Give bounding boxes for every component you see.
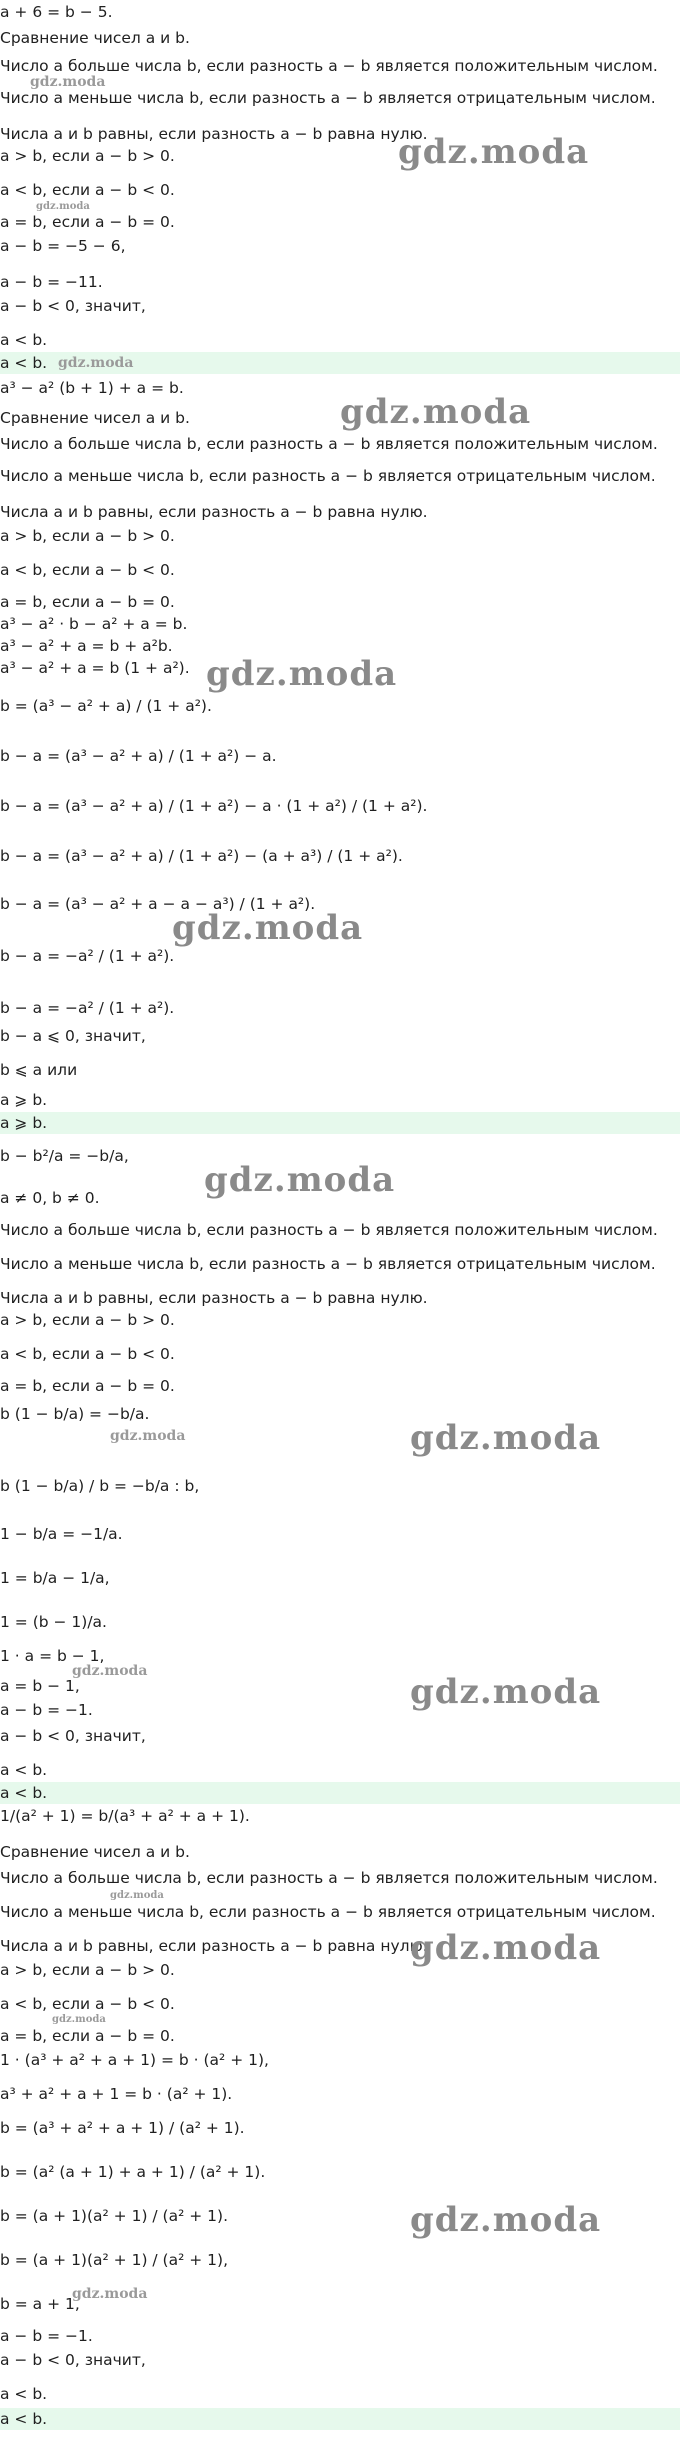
solution-line: a − b < 0, значит,	[0, 1727, 146, 1745]
solution-line: b − a = (a³ − a² + a) / (1 + a²) − (a + a³) / (1 + a²).	[0, 847, 403, 865]
answer-line: a ⩾ b.	[0, 1112, 680, 1134]
solution-line: Число a меньше числа b, если разность a − b является отрицательным числом.	[0, 1255, 656, 1273]
solution-line: Числа a и b равны, если разность a − b равна нулю.	[0, 125, 428, 143]
solution-line: Число a меньше числа b, если разность a − b является отрицательным числом.	[0, 1903, 656, 1921]
solution-line: a < b.	[0, 1761, 48, 1779]
solution-line: a + 6 = b − 5.	[0, 3, 113, 21]
solution-line: 1 · (a³ + a² + a + 1) = b · (a² + 1),	[0, 2051, 269, 2069]
solution-line: b = (a³ − a² + a) / (1 + a²).	[0, 697, 212, 715]
solution-line: a < b, если a − b < 0.	[0, 1345, 175, 1363]
watermark-logo: gdz.moda	[340, 392, 532, 432]
solution-line: a ⩾ b.	[0, 1091, 48, 1109]
solution-line: a − b = −1.	[0, 1701, 93, 1719]
solution-line: a > b, если a − b > 0.	[0, 1961, 175, 1979]
watermark-logo: gdz.moda	[72, 2286, 148, 2302]
solution-line: a > b, если a − b > 0.	[0, 147, 175, 165]
solution-line: Число a больше числа b, если разность a − b является положительным числом.	[0, 1869, 658, 1887]
solution-line: 1 = (b − 1)/a.	[0, 1613, 107, 1631]
solution-line: a = b, если a − b = 0.	[0, 213, 175, 231]
solution-line: a > b, если a − b > 0.	[0, 527, 175, 545]
solution-line: a − b = −1.	[0, 2327, 93, 2345]
solution-line: a < b, если a − b < 0.	[0, 561, 175, 579]
solution-line: a = b, если a − b = 0.	[0, 593, 175, 611]
solution-line: b − a = (a³ − a² + a − a − a³) / (1 + a²).	[0, 895, 316, 913]
solution-line: 1 · a = b − 1,	[0, 1647, 105, 1665]
solution-line: b = (a² (a + 1) + a + 1) / (a² + 1).	[0, 2163, 266, 2181]
solution-line: a < b, если a − b < 0.	[0, 181, 175, 199]
watermark-logo: gdz.moda	[110, 1890, 164, 1901]
solution-line: Число a больше числа b, если разность a − b является положительным числом.	[0, 435, 658, 453]
solution-line: a = b, если a − b = 0.	[0, 1377, 175, 1395]
watermark-logo: gdz.moda	[172, 908, 364, 948]
solution-line: b − a = −a² / (1 + a²).	[0, 999, 175, 1017]
solution-line: 1/(a² + 1) = b/(a³ + a² + a + 1).	[0, 1807, 250, 1825]
solution-line: b = (a + 1)(a² + 1) / (a² + 1).	[0, 2207, 228, 2225]
solution-line: Сравнение чисел a и b.	[0, 409, 190, 427]
watermark-logo: gdz.moda	[58, 355, 134, 371]
solution-line: b = (a + 1)(a² + 1) / (a² + 1),	[0, 2251, 228, 2269]
solution-line: a³ − a² · b − a² + a = b.	[0, 615, 188, 633]
solution-line: b − a = −a² / (1 + a²).	[0, 947, 175, 965]
watermark-logo: gdz.moda	[410, 1928, 602, 1968]
solution-line: a ≠ 0, b ≠ 0.	[0, 1189, 100, 1207]
solution-line: Сравнение чисел a и b.	[0, 29, 190, 47]
solution-line: a − b < 0, значит,	[0, 297, 146, 315]
solution-line: a < b, если a − b < 0.	[0, 1995, 175, 2013]
solution-line: b − b²/a = −b/a,	[0, 1147, 129, 1165]
solution-line: b − a = (a³ − a² + a) / (1 + a²) − a · (1 + a²) / (1 + a²).	[0, 797, 428, 815]
solution-line: a = b, если a − b = 0.	[0, 2027, 175, 2045]
solution-line: Числа a и b равны, если разность a − b равна нулю.	[0, 1937, 428, 1955]
solution-line: a³ + a² + a + 1 = b · (a² + 1).	[0, 2085, 233, 2103]
solution-line: a³ − a² (b + 1) + a = b.	[0, 379, 184, 397]
solution-line: b − a = (a³ − a² + a) / (1 + a²) − a.	[0, 747, 277, 765]
solution-line: b = (a³ + a² + a + 1) / (a² + 1).	[0, 2119, 245, 2137]
solution-line: a > b, если a − b > 0.	[0, 1311, 175, 1329]
solution-line: a < b.	[0, 2385, 48, 2403]
watermark-logo: gdz.moda	[36, 201, 90, 212]
solution-line: a − b = −5 − 6,	[0, 237, 126, 255]
solution-line: Число a меньше числа b, если разность a − b является отрицательным числом.	[0, 467, 656, 485]
solution-line: b = a + 1,	[0, 2295, 80, 2313]
solution-line: a − b = −11.	[0, 273, 103, 291]
solution-line: a³ − a² + a = b (1 + a²).	[0, 659, 190, 677]
solution-line: Числа a и b равны, если разность a − b равна нулю.	[0, 503, 428, 521]
solution-line: Число a больше числа b, если разность a − b является положительным числом.	[0, 1221, 658, 1239]
solution-line: b − a ⩽ 0, значит,	[0, 1027, 146, 1045]
watermark-logo: gdz.moda	[410, 1418, 602, 1458]
watermark-logo: gdz.moda	[410, 1672, 602, 1712]
watermark-logo: gdz.moda	[398, 132, 590, 172]
watermark-logo: gdz.moda	[110, 1428, 186, 1444]
solution-line: b (1 − b/a) = −b/a.	[0, 1405, 150, 1423]
solution-line: a = b − 1,	[0, 1677, 80, 1695]
answer-line: a < b.	[0, 2408, 680, 2430]
watermark-logo: gdz.moda	[30, 74, 106, 90]
solution-line: Числа a и b равны, если разность a − b равна нулю.	[0, 1289, 428, 1307]
watermark-logo: gdz.moda	[206, 654, 398, 694]
solution-line: b ⩽ a или	[0, 1061, 78, 1079]
watermark-logo: gdz.moda	[52, 2014, 106, 2025]
solution-line: b (1 − b/a) / b = −b/a : b,	[0, 1477, 200, 1495]
watermark-logo: gdz.moda	[410, 2200, 602, 2240]
solution-line: Число a больше числа b, если разность a − b является положительным числом.	[0, 57, 658, 75]
solution-line: Число a меньше числа b, если разность a − b является отрицательным числом.	[0, 89, 656, 107]
watermark-logo: gdz.moda	[204, 1160, 396, 1200]
solution-line: 1 = b/a − 1/a,	[0, 1569, 110, 1587]
watermark-logo: gdz.moda	[72, 1663, 148, 1679]
solution-line: a − b < 0, значит,	[0, 2351, 146, 2369]
solution-line: Сравнение чисел a и b.	[0, 1843, 190, 1861]
answer-line: a < b.	[0, 352, 680, 374]
solution-line: a < b.	[0, 331, 48, 349]
solution-line: a³ − a² + a = b + a²b.	[0, 637, 173, 655]
solution-line: 1 − b/a = −1/a.	[0, 1525, 123, 1543]
answer-line: a < b.	[0, 1782, 680, 1804]
